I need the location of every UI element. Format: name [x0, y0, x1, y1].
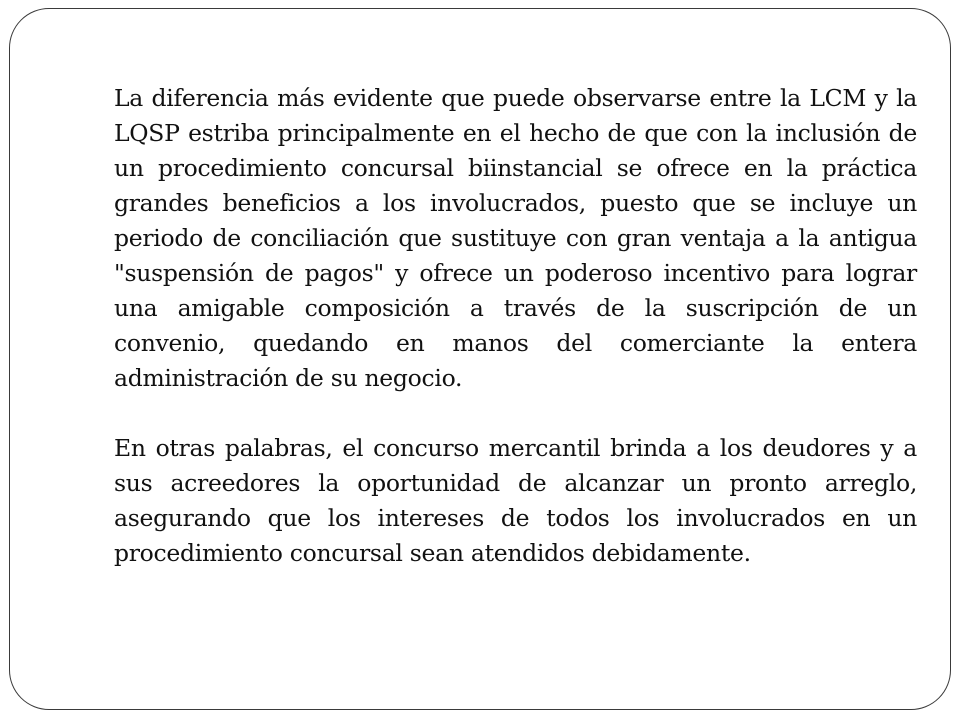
- paragraph-1: La diferencia más evidente que puede observarse entre la LCM y la LQSP estriba principalmente en el hecho de que con la inclusión de un procedimiento concursal biinstancial se ofrece en la práctica grandes beneficios a los involucrados, puesto que se incluye un periodo de conciliación que sustituye con gran ventaja a la antigua "suspensión de pagos" y ofrece un poderoso incentivo para lograr una amigable composición a través de la suscripción de un convenio, quedando en manos del comerciante la entera administración de su negocio.: [114, 84, 917, 392]
- paragraph-2: En otras palabras, el concurso mercantil brinda a los deudores y a sus acreedores la oportunidad de alcanzar un pronto arreglo, asegurando que los intereses de todos los involucrados en un procedimiento concursal sean atendidos debidamente.: [114, 434, 917, 567]
- slide-body: [114, 81, 917, 571]
- slide-frame: [9, 8, 951, 710]
